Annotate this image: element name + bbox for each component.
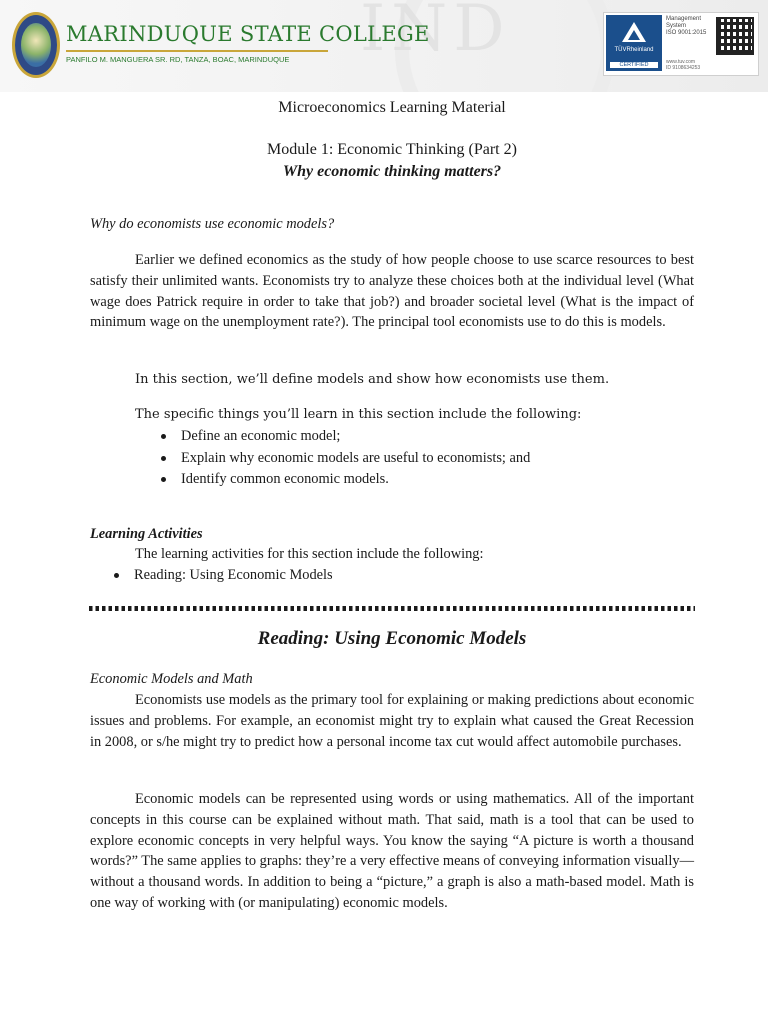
qr-code-icon bbox=[716, 17, 754, 55]
reading-heading: Reading: Using Economic Models bbox=[257, 628, 527, 649]
college-name: MARINDUQUE STATE COLLEGE bbox=[66, 22, 430, 46]
college-seal-icon bbox=[12, 12, 60, 78]
iso-certification-badge bbox=[603, 12, 759, 76]
subsection-heading: Economic Models and Math bbox=[90, 671, 253, 687]
paragraph-math: Economic models can be represented using words or using mathematics. All of the important concepts in this course can be explained without math. That said, math is a tool that can be used to explore economic concepts in very helpful ways. You know the saying “A picture is worth a thousand words?” The same applies to graphs: they’re a very effective means of conveying information visually—without a thousand words. In addition to being a “picture,” a graph is also a math-based model. Math is one way of working with (or manipulating) economic models. bbox=[90, 791, 694, 911]
tuv-logo-icon bbox=[606, 15, 662, 71]
activities-list bbox=[110, 565, 670, 587]
list-item: Reading: Using Economic Models bbox=[110, 565, 670, 587]
college-address: PANFILO M. MANGUERA SR. RD, TANZA, BOAC, MARINDUQUE bbox=[66, 55, 290, 64]
module-title: Module 1: Economic Thinking (Part 2) bbox=[267, 141, 517, 158]
cert-url: www.tuv.com bbox=[666, 59, 696, 65]
dotted-divider bbox=[89, 606, 695, 611]
objectives-list bbox=[157, 426, 697, 491]
cert-line: System bbox=[666, 23, 687, 29]
paragraph-models: Economists use models as the primary tool for explaining or making predictions about economic issues and problems. For example, an economist might try to explain what caused the Great Recession in 2008, or s/he might try to predict how a personal income tax cut would affect automobile purchases. bbox=[90, 692, 694, 750]
list-item: Explain why economic models are useful to economists; and bbox=[157, 448, 697, 470]
paragraph-objectives-intro: The specific things you’ll learn in this section include the following: bbox=[135, 407, 582, 422]
list-item: Identify common economic models. bbox=[157, 469, 697, 491]
cert-line: Management bbox=[666, 16, 702, 22]
page-header bbox=[0, 0, 768, 92]
activities-heading: Learning Activities bbox=[90, 526, 203, 542]
paragraph-intro: Earlier we defined economics as the study of how people choose to use scarce resources to best satisfy their unlimited wants. Economists try to analyze these choices both at the individual level (What wage does Patrick require in order to take that job?) and broader societal level (What is the impact of minimum wage on the unemployment rate?). The principal tool economists use to do this is models. bbox=[90, 252, 694, 331]
watermark-text: IND bbox=[360, 0, 511, 66]
section-question: Why do economists use economic models? bbox=[90, 216, 335, 232]
paragraph-section-intro: In this section, we’ll define models and show how economists use them. bbox=[135, 372, 610, 387]
document-title: Microeconomics Learning Material bbox=[278, 99, 506, 116]
cert-footer bbox=[666, 59, 700, 71]
tuv-logo-name: TÜVRheinland bbox=[614, 47, 654, 53]
college-name-underline bbox=[66, 50, 328, 52]
tuv-certified-label: CERTIFIED bbox=[610, 62, 658, 68]
activities-intro: The learning activities for this section include the following: bbox=[135, 546, 484, 562]
module-subtitle: Why economic thinking matters? bbox=[282, 163, 502, 180]
list-item: Define an economic model; bbox=[157, 426, 697, 448]
cert-id: ID 9108634253 bbox=[666, 65, 701, 71]
cert-details bbox=[666, 16, 706, 37]
cert-line: ISO 9001:2015 bbox=[666, 30, 707, 36]
